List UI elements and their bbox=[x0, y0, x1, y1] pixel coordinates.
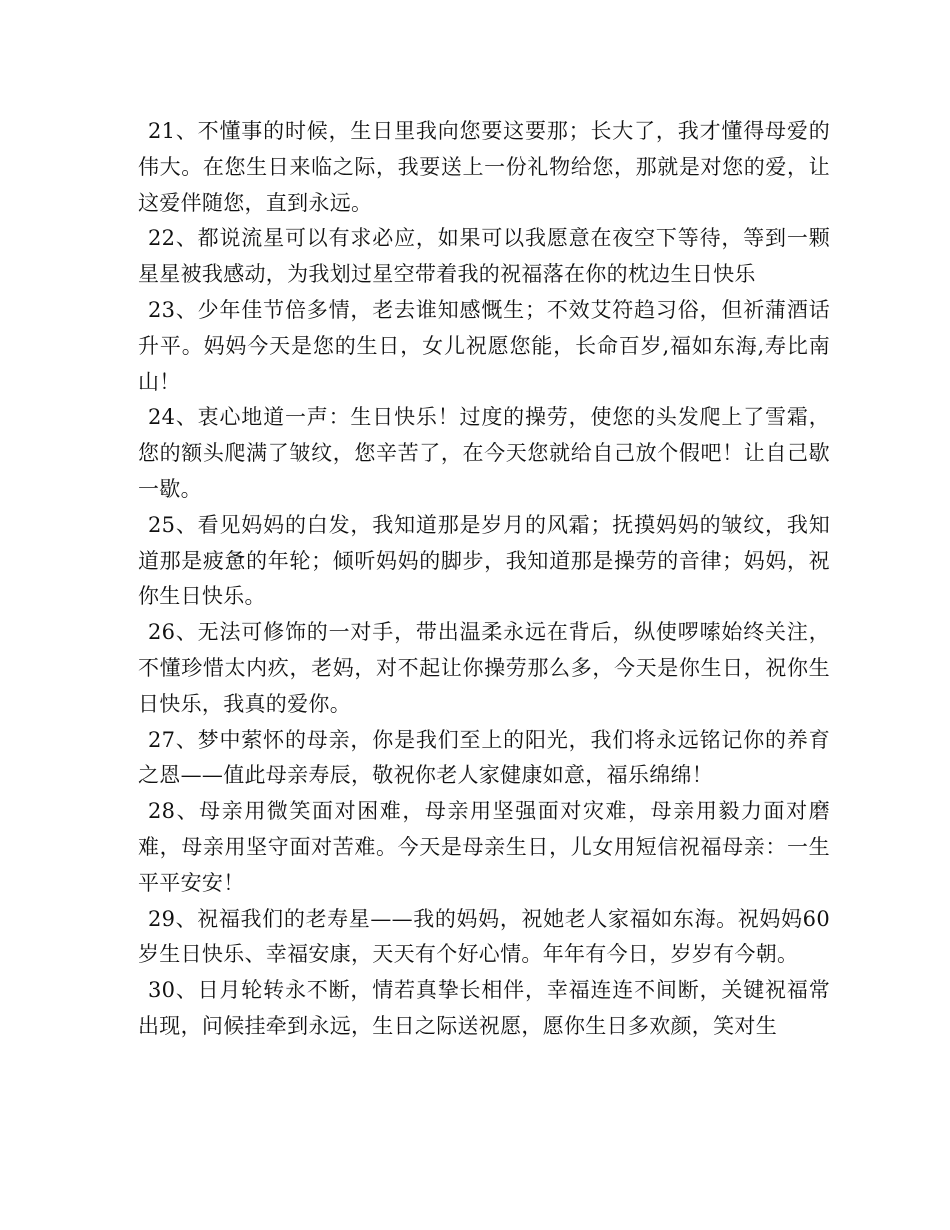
paragraph-21: 21、不懂事的时候，生日里我向您要这要那；长大了，我才懂得母爱的伟大。在您生日来临之际，我要送上一份礼物给您，那就是对您的爱，让这爱伴随您，直到永远。 bbox=[138, 119, 830, 215]
paragraph-28: 28、母亲用微笑面对困难，母亲用坚强面对灾难，母亲用毅力面对磨难，母亲用坚守面对苦难。今天是母亲生日，儿女用短信祝福母亲：一生平平安安！ bbox=[138, 799, 830, 895]
paragraph-26: 26、无法可修饰的一对手，带出温柔永远在背后，纵使啰嗦始终关注，不懂珍惜太内疚，老妈，对不起让你操劳那么多，今天是你生日，祝你生日快乐，我真的爱你。 bbox=[138, 620, 830, 716]
paragraph-30: 30、日月轮转永不断，情若真挚长相伴，幸福连连不间断，关键祝福常出现，问候挂牵到永远，生日之际送祝愿，愿你生日多欢颜，笑对生 bbox=[138, 978, 830, 1038]
paragraph-22: 22、都说流星可以有求必应，如果可以我愿意在夜空下等待，等到一颗星星被我感动，为我划过星空带着我的祝福落在你的枕边生日快乐 bbox=[138, 226, 830, 287]
paragraph-24: 24、衷心地道一声：生日快乐！过度的操劳，使您的头发爬上了雪霜，您的额头爬满了皱纹，您辛苦了，在今天您就给自己放个假吧！让自己歇一歇。 bbox=[138, 405, 830, 501]
paragraph-25: 25、看见妈妈的白发，我知道那是岁月的风霜；抚摸妈妈的皱纹，我知道那是疲惫的年轮；倾听妈妈的脚步，我知道那是操劳的音律；妈妈，祝你生日快乐。 bbox=[138, 512, 830, 609]
document-body bbox=[138, 114, 830, 1045]
paragraph-29: 29、祝福我们的老寿星——我的妈妈，祝她老人家福如东海。祝妈妈60岁生日快乐、幸福安康，天天有个好心情。年年有今日，岁岁有今朝。 bbox=[138, 906, 830, 967]
paragraph-27: 27、梦中萦怀的母亲，你是我们至上的阳光，我们将永远铭记你的养育之恩——值此母亲寿辰，敬祝你老人家健康如意，福乐绵绵！ bbox=[138, 727, 830, 788]
paragraph-23: 23、少年佳节倍多情，老去谁知感慨生；不效艾符趋习俗，但祈蒲酒话升平。妈妈今天是您的生日，女儿祝愿您能，长命百岁,福如东海,寿比南山！ bbox=[138, 297, 830, 394]
